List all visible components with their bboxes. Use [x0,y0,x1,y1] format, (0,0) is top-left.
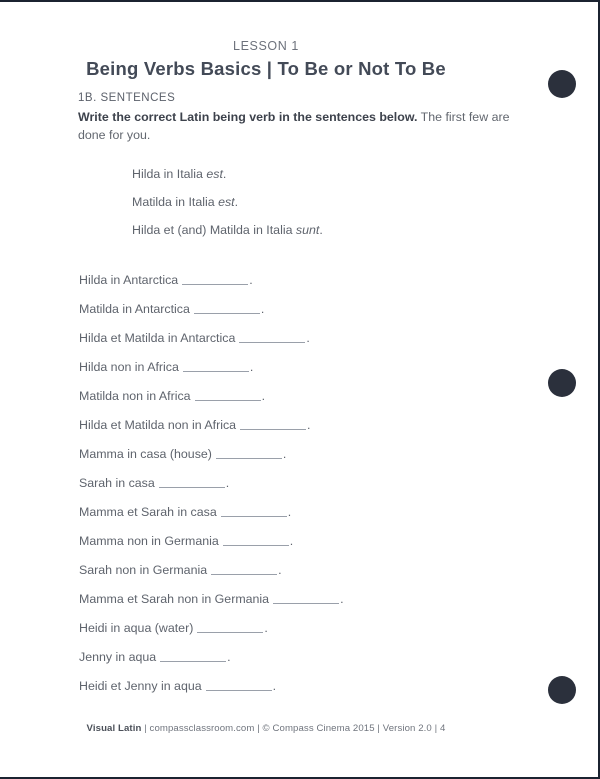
exercise-prompt: Hilda et Matilda non in Africa [79,418,237,432]
page-footer [0,723,532,734]
exercise-tail: . [261,389,266,403]
footer-series: Visual Latin [86,723,142,734]
answer-blank[interactable] [183,360,249,372]
exercise-row [79,649,519,678]
exercise-prompt: Mamma et Sarah in casa [79,505,217,519]
instructions-bold: Write the correct Latin being verb in the sentences below. [78,110,418,124]
lesson-eyebrow: LESSON 1 [233,39,299,53]
answer-blank[interactable] [195,389,261,401]
exercise-row [79,620,519,649]
exercise-row [79,475,519,504]
exercise-prompt: Mamma non in Germania [79,534,219,548]
exercise-tail: . [278,563,282,577]
section-label: 1B. SENTENCES [78,92,176,104]
answer-blank[interactable] [273,592,339,604]
exercise-row [79,504,519,533]
exercise-prompt: Hilda in Antarctica [79,273,179,287]
exercise-tail: . [264,621,268,635]
exercise-list [79,272,519,707]
exercise-tail: . [225,476,230,490]
example-line [132,166,512,194]
exercise-row [79,417,519,446]
answer-blank[interactable] [216,447,282,459]
answer-blank[interactable] [182,273,248,285]
exercise-row [79,272,519,301]
exercise-tail: . [282,447,287,461]
exercise-row [79,562,519,591]
exercise-prompt: Sarah in casa [79,476,155,490]
exercise-prompt: Sarah non in Germania [79,563,208,577]
answer-blank[interactable] [197,621,263,633]
answer-blank[interactable] [194,302,260,314]
example-verb: est [218,195,235,209]
example-verb: est [206,167,223,181]
example-line [132,222,512,250]
exercise-row [79,591,519,620]
instructions [78,109,514,144]
exercise-row [79,446,519,475]
example-tail: . [234,195,239,209]
answer-blank[interactable] [221,505,287,517]
example-text: Hilda in Italia [132,167,207,181]
exercise-row [79,330,519,359]
answer-blank[interactable] [211,563,277,575]
exercise-prompt: Hilda non in Africa [79,360,179,374]
answer-blank[interactable] [240,418,306,430]
exercise-tail: . [260,302,265,316]
exercise-prompt: Heidi et Jenny in aqua [79,679,202,693]
binder-hole-icon [548,676,576,704]
exercise-tail: . [249,273,253,287]
exercise-prompt: Mamma et Sarah non in Germania [79,592,270,606]
exercise-tail: . [249,360,254,374]
example-tail: . [222,167,227,181]
answer-blank[interactable] [206,679,272,691]
example-line [132,194,512,222]
instructions-rest: The first few are done for you. [78,110,510,142]
footer-rest: | compassclassroom.com | © Compass Cinema 2015 | Version 2.0 | 4 [141,723,446,734]
exercise-tail: . [340,592,344,606]
exercise-prompt: Hilda et Matilda in Antarctica [79,331,236,345]
exercise-row [79,388,519,417]
exercise-tail: . [272,679,277,693]
exercise-prompt: Matilda non in Africa [79,389,191,403]
answer-blank[interactable] [159,476,225,488]
exercise-tail: . [307,418,311,432]
exercise-prompt: Jenny in aqua [79,650,157,664]
exercise-prompt: Heidi in aqua (water) [79,621,194,635]
exercise-tail: . [306,331,310,345]
exercise-tail: . [287,505,292,519]
example-text: Hilda et (and) Matilda in Italia [132,223,296,237]
exercise-row [79,678,519,707]
exercise-row [79,359,519,388]
example-tail: . [319,223,323,237]
binder-hole-icon [548,369,576,397]
exercise-row [79,533,519,562]
exercise-prompt: Mamma in casa (house) [79,447,212,461]
answer-blank[interactable] [239,331,305,343]
exercise-tail: . [227,650,231,664]
example-verb: sunt [295,223,320,237]
exercise-tail: . [289,534,294,548]
binder-hole-icon [548,70,576,98]
answer-blank[interactable] [160,650,226,662]
example-sentences [132,166,512,250]
example-text: Matilda in Italia [132,195,219,209]
exercise-prompt: Matilda in Antarctica [79,302,190,316]
answer-blank[interactable] [223,534,289,546]
exercise-row [79,301,519,330]
page-title: Being Verbs Basics | To Be or Not To Be [86,58,446,79]
